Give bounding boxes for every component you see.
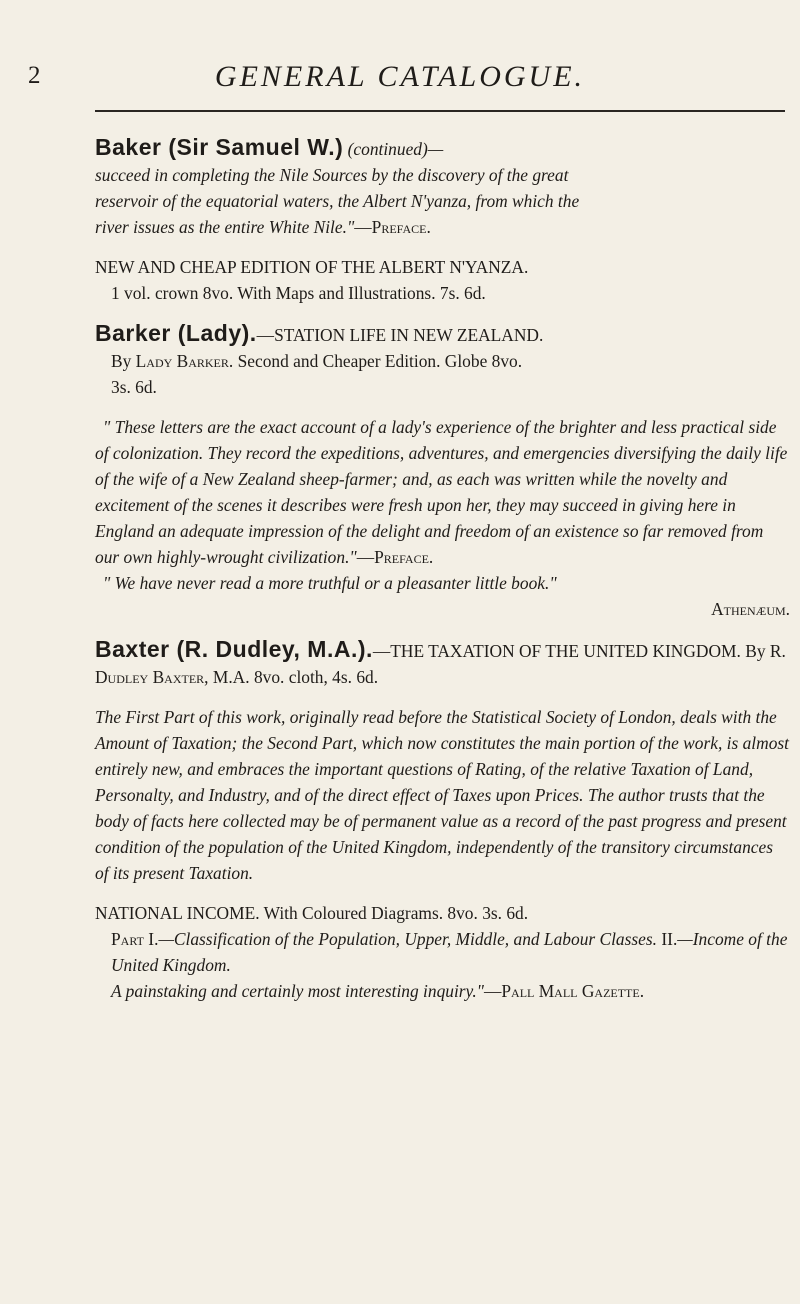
book-title: —THE TAXATION OF THE UNITED KINGDOM. — [372, 641, 741, 661]
by-prefix: By — [111, 351, 132, 371]
entry-heading — [95, 636, 790, 690]
by-prefix: By — [745, 641, 766, 661]
quote-source: —Preface. — [356, 547, 434, 567]
entry-heading — [95, 134, 790, 162]
author-name: Barker (Lady). — [95, 320, 257, 346]
review-quote — [95, 570, 790, 596]
book-details: 8vo. cloth, 4s. 6d. — [253, 667, 379, 687]
quote-line: reservoir of the equatorial waters, the Albert N'yanza, from which the — [95, 191, 580, 211]
review-quote — [95, 414, 790, 570]
book-details: 1 vol. crown 8vo. With Maps and Illustrations. 7s. 6d. — [111, 283, 486, 303]
entry-baker — [95, 134, 790, 306]
review-quote — [95, 978, 790, 1004]
author-name: Baker (Sir Samuel W.) — [95, 134, 344, 160]
quote-source: Athenæum. — [711, 599, 790, 619]
quote-line: succeed in completing the Nile Sources by the discovery of the great — [95, 165, 569, 185]
part-label: Part I. — [111, 929, 159, 949]
book-title: —STATION LIFE IN NEW ZEALAND. — [256, 325, 544, 345]
continued-note: (continued)— — [347, 139, 444, 159]
entry-barker — [95, 320, 790, 622]
catalogue-content — [95, 134, 790, 1004]
header-rule — [95, 110, 785, 112]
book-details: With Coloured Diagrams. 8vo. 3s. 6d. — [263, 903, 529, 923]
quote-source: —Preface. — [354, 217, 431, 237]
book-author: R. Dudley Baxter, M.A. — [95, 641, 786, 687]
quote-source: —Pall Mall Gazette. — [483, 981, 645, 1001]
price: 3s. 6d. — [111, 377, 157, 397]
part-text: —Classification of the Population, Upper, Middle, and Labour Classes. — [158, 929, 657, 949]
entry-baxter — [95, 636, 790, 1004]
part-text: —Income of the United Kingdom. — [111, 929, 788, 975]
entry-heading — [95, 320, 790, 348]
quote-text: A painstaking and certainly most interesting inquiry." — [111, 981, 484, 1001]
quote-text: " We have never read a more truthful or a pleasanter little book." — [103, 573, 557, 593]
part-label: II. — [661, 929, 678, 949]
description — [95, 704, 790, 886]
quote-text: " These letters are the exact account of a lady's experience of the brighter and less practical side of colonization. They record the expeditions, adventures, and emergencies diversifying the daily life of the wife of a New Zealand sheep-farmer; and, as each was written while the novelty and excitement of the scenes it describes were fresh upon her, they may succeed in giving here in England an adequate impression of the delight and freedom of an existence so far removed from our own highly-wrought civilization." — [95, 417, 788, 567]
book-title: NEW AND CHEAP EDITION OF THE ALBERT N'YANZA. — [95, 257, 529, 277]
book-title-line — [95, 900, 790, 926]
page-number: 2 — [28, 62, 42, 89]
running-title: GENERAL CATALOGUE. — [214, 60, 586, 93]
book-title: NATIONAL INCOME. — [95, 903, 260, 923]
contents-list — [95, 926, 790, 978]
edition: Second and Cheaper Edition. Globe 8vo. — [237, 351, 523, 371]
description-text: The First Part of this work, originally read before the Statistical Society of London, deals with the Amount of Taxation; the Second Part, which now constitutes the main portion of the work, is almost entirely new, and embraces the important questions of Rating, of the relative Taxation of Land, Personalty, and Industry, and of the direct effect of Taxes upon Prices. The author trusts that the body of facts here collected may be of permanent value as a record of the past progress and present condition of the population of the United Kingdom, independently of the transitory circumstances of its present Taxation. — [95, 707, 789, 883]
book-author: Lady Barker. — [135, 351, 234, 371]
author-name: Baxter (R. Dudley, M.A.). — [95, 636, 373, 662]
quote-line: river issues as the entire White Nile." — [95, 217, 355, 237]
book-details — [95, 348, 790, 400]
quote-text — [95, 162, 790, 240]
